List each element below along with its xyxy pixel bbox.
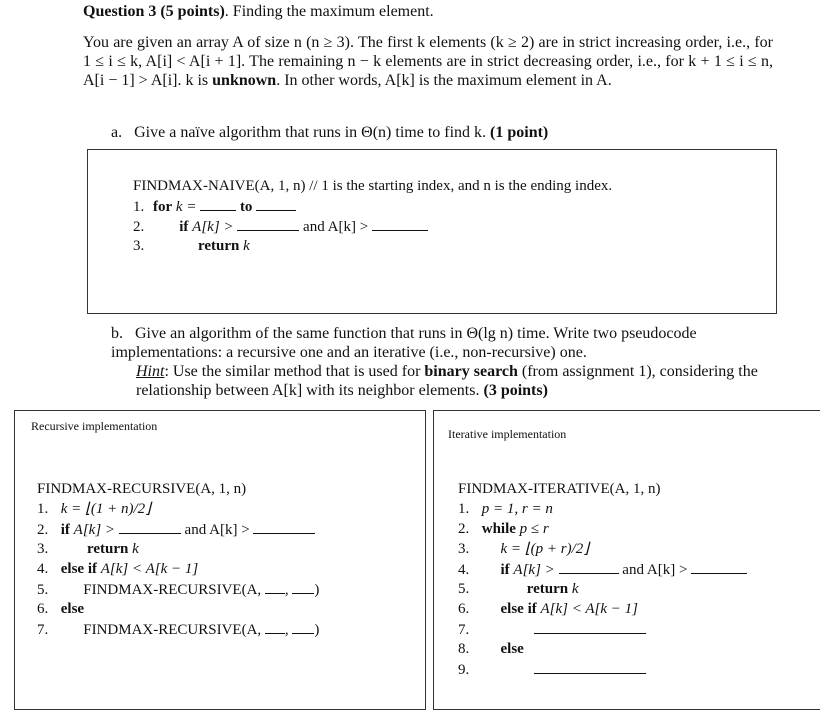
recursive-caption: Recursive implementation [31, 419, 158, 433]
iterative-line-9: 9. [458, 659, 646, 680]
part-b-prompt: b. Give an algorithm of the same function that runs in Θ(lg n) time. Write two pseudocode implementations: a recursive one and an iterative (i.e., non-recursive) one. Hint: Use the similar method that is used for binary search (from assignment 1), considering the relationship between A[k] with its neighbor elements. (3 points) [111, 325, 758, 399]
recursive-blank-5b[interactable] [292, 579, 314, 594]
naive-line-3: 3. return k [133, 238, 250, 254]
recursive-blank-7b[interactable] [292, 619, 314, 634]
iterative-blank-cond-1[interactable] [559, 559, 619, 574]
recursive-line-7: 7. FINDMAX-RECURSIVE(A, , ) [37, 619, 319, 640]
iterative-line-2: 2. while p ≤ r [458, 521, 549, 537]
recursive-blank-5a[interactable] [265, 579, 285, 594]
recursive-line-4: 4. else if A[k] < A[k − 1] [37, 561, 199, 577]
iterative-header: FINDMAX-ITERATIVE(A, 1, n) [458, 481, 661, 497]
iterative-line-1: 1. p = 1, r = n [458, 501, 553, 517]
iterative-line-4: 4. if A[k] > and A[k] > [458, 559, 747, 580]
naive-blank-end[interactable] [256, 196, 296, 211]
naive-line-2: 2. if A[k] > and A[k] > [133, 216, 428, 237]
recursive-line-5: 5. FINDMAX-RECURSIVE(A, , ) [37, 579, 319, 600]
iterative-answer-box [433, 410, 820, 710]
naive-blank-cond-2[interactable] [372, 216, 428, 231]
iterative-blank-cond-2[interactable] [691, 559, 747, 574]
part-a-answer-box [87, 149, 777, 314]
iterative-line-7: 7. [458, 619, 646, 640]
recursive-line-1: 1. k = ⌊(1 + n)/2⌋ [37, 501, 152, 517]
recursive-line-2: 2. if A[k] > and A[k] > [37, 519, 315, 540]
iterative-line-8: 8. else [458, 641, 524, 657]
recursive-blank-7a[interactable] [265, 619, 285, 634]
naive-header: FINDMAX-NAIVE(A, 1, n) // 1 is the starting index, and n is the ending index. [133, 178, 613, 194]
recursive-line-6: 6. else [37, 601, 85, 617]
iterative-line-6: 6. else if A[k] < A[k − 1] [458, 601, 638, 617]
iterative-blank-7[interactable] [534, 619, 646, 634]
naive-blank-cond-1[interactable] [237, 216, 299, 231]
iterative-blank-9[interactable] [534, 659, 646, 674]
recursive-line-3: 3. return k [37, 541, 139, 557]
iterative-caption: Iterative implementation [448, 427, 567, 441]
problem-statement: You are given an array A of size n (n ≥ 3). The first k elements (k ≥ 2) are in strict increasing order, i.e., for 1 ≤ i ≤ k, A[i] < A[i + 1]. The remaining n − k elements are in strict decreasing order, i.e., for k + 1 ≤ i ≤ n, A[i − 1] > A[i]. k is unknown. In other words, A[k] is the maximum element in A. [83, 34, 773, 89]
recursive-header: FINDMAX-RECURSIVE(A, 1, n) [37, 481, 247, 497]
question-title: Question 3 (5 points). Finding the maximum element. [83, 3, 434, 20]
recursive-answer-box [14, 410, 426, 710]
recursive-blank-cond-1[interactable] [119, 519, 181, 534]
iterative-line-5: 5. return k [458, 581, 579, 597]
part-a-prompt: a. Give a naïve algorithm that runs in Θ(n) time to find k. (1 point) [111, 124, 549, 141]
recursive-blank-cond-2[interactable] [253, 519, 315, 534]
naive-line-1: 1. for k = to [133, 196, 296, 217]
naive-blank-start[interactable] [200, 196, 236, 211]
iterative-line-3: 3. k = ⌊(p + r)/2⌋ [458, 541, 590, 557]
